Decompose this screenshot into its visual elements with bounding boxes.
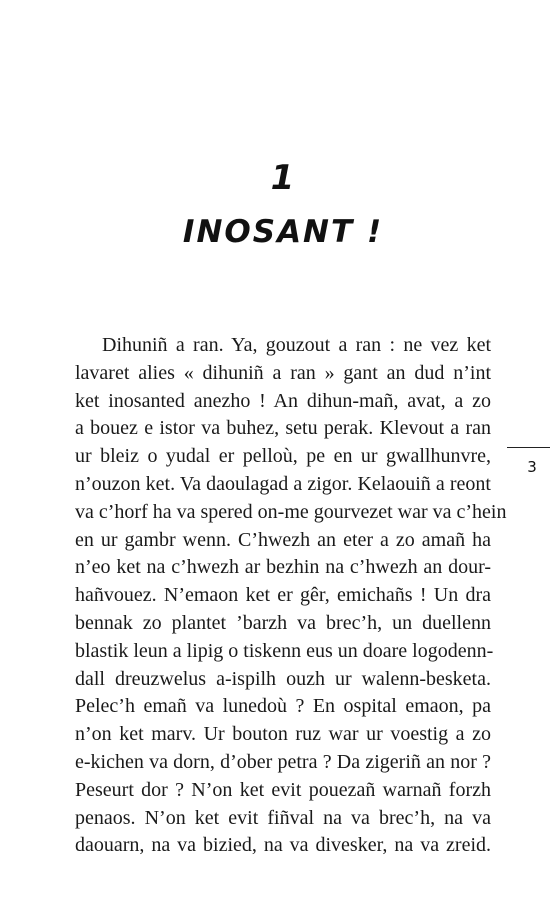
page-number: 3 (527, 458, 537, 476)
text-line: n’on ket marv. Ur bouton ruz war ur voestig a zo (75, 723, 491, 746)
text-line: hañvouez. N’emaon ket er gêr, emichañs ! Un dra (75, 584, 491, 607)
text-line: Dihuniñ a ran. Ya, gouzout a ran : ne vez ket (102, 334, 491, 356)
text-line: e-kichen va dorn, d’ober petra ? Da zigeriñ an nor ? (75, 750, 491, 773)
text-line: daouarn, na va bizied, na va divesker, na va zreid. (75, 834, 491, 857)
page-number-rule (507, 447, 550, 448)
text-line: en ur gambr wenn. C’hwezh an eter a zo amañ ha (75, 528, 491, 551)
text-line: penaos. N’on ket evit fiñval na va brec’h, na va (75, 806, 491, 829)
text-line: blastik leun a lipig o tiskenn eus un doare logodenn- (75, 639, 494, 662)
chapter-title: INOSANT ! (182, 214, 384, 250)
text-line: bennak zo plantet ’barzh va brec’h, un duellenn (75, 611, 491, 634)
text-line: Peseurt dor ? N’on ket evit pouezañ warnañ forzh (75, 778, 491, 801)
chapter-number: 1 (270, 158, 296, 198)
text-line: Pelec’h emañ va lunedoù ? En ospital emaon, pa (75, 695, 491, 718)
body-paragraph (75, 332, 507, 860)
text-line: n’ouzon ket. Va daoulagad a zigor. Kelaouiñ a reont (75, 472, 491, 495)
text-line: n’eo ket na c’hwezh ar bezhin na c’hwezh an dour- (75, 556, 491, 579)
text-line: va c’horf ha va spered on-me gourvezet war va c’hein (75, 500, 507, 523)
text-line: ket inosanted anezho ! An dihun-mañ, avat, a zo (75, 389, 491, 412)
text-line: ur bleiz o yudal er pelloù, pe en ur gwallhunvre, (75, 445, 491, 468)
text-line: lavaret alies « dihuniñ a ran » gant an dud n’int (75, 361, 491, 384)
text-line: a bouez e istor va buhez, setu perak. Klevout a ran (75, 417, 491, 440)
text-line: dall dreuzwelus a-ispilh ouzh ur walenn-besketa. (75, 667, 491, 690)
